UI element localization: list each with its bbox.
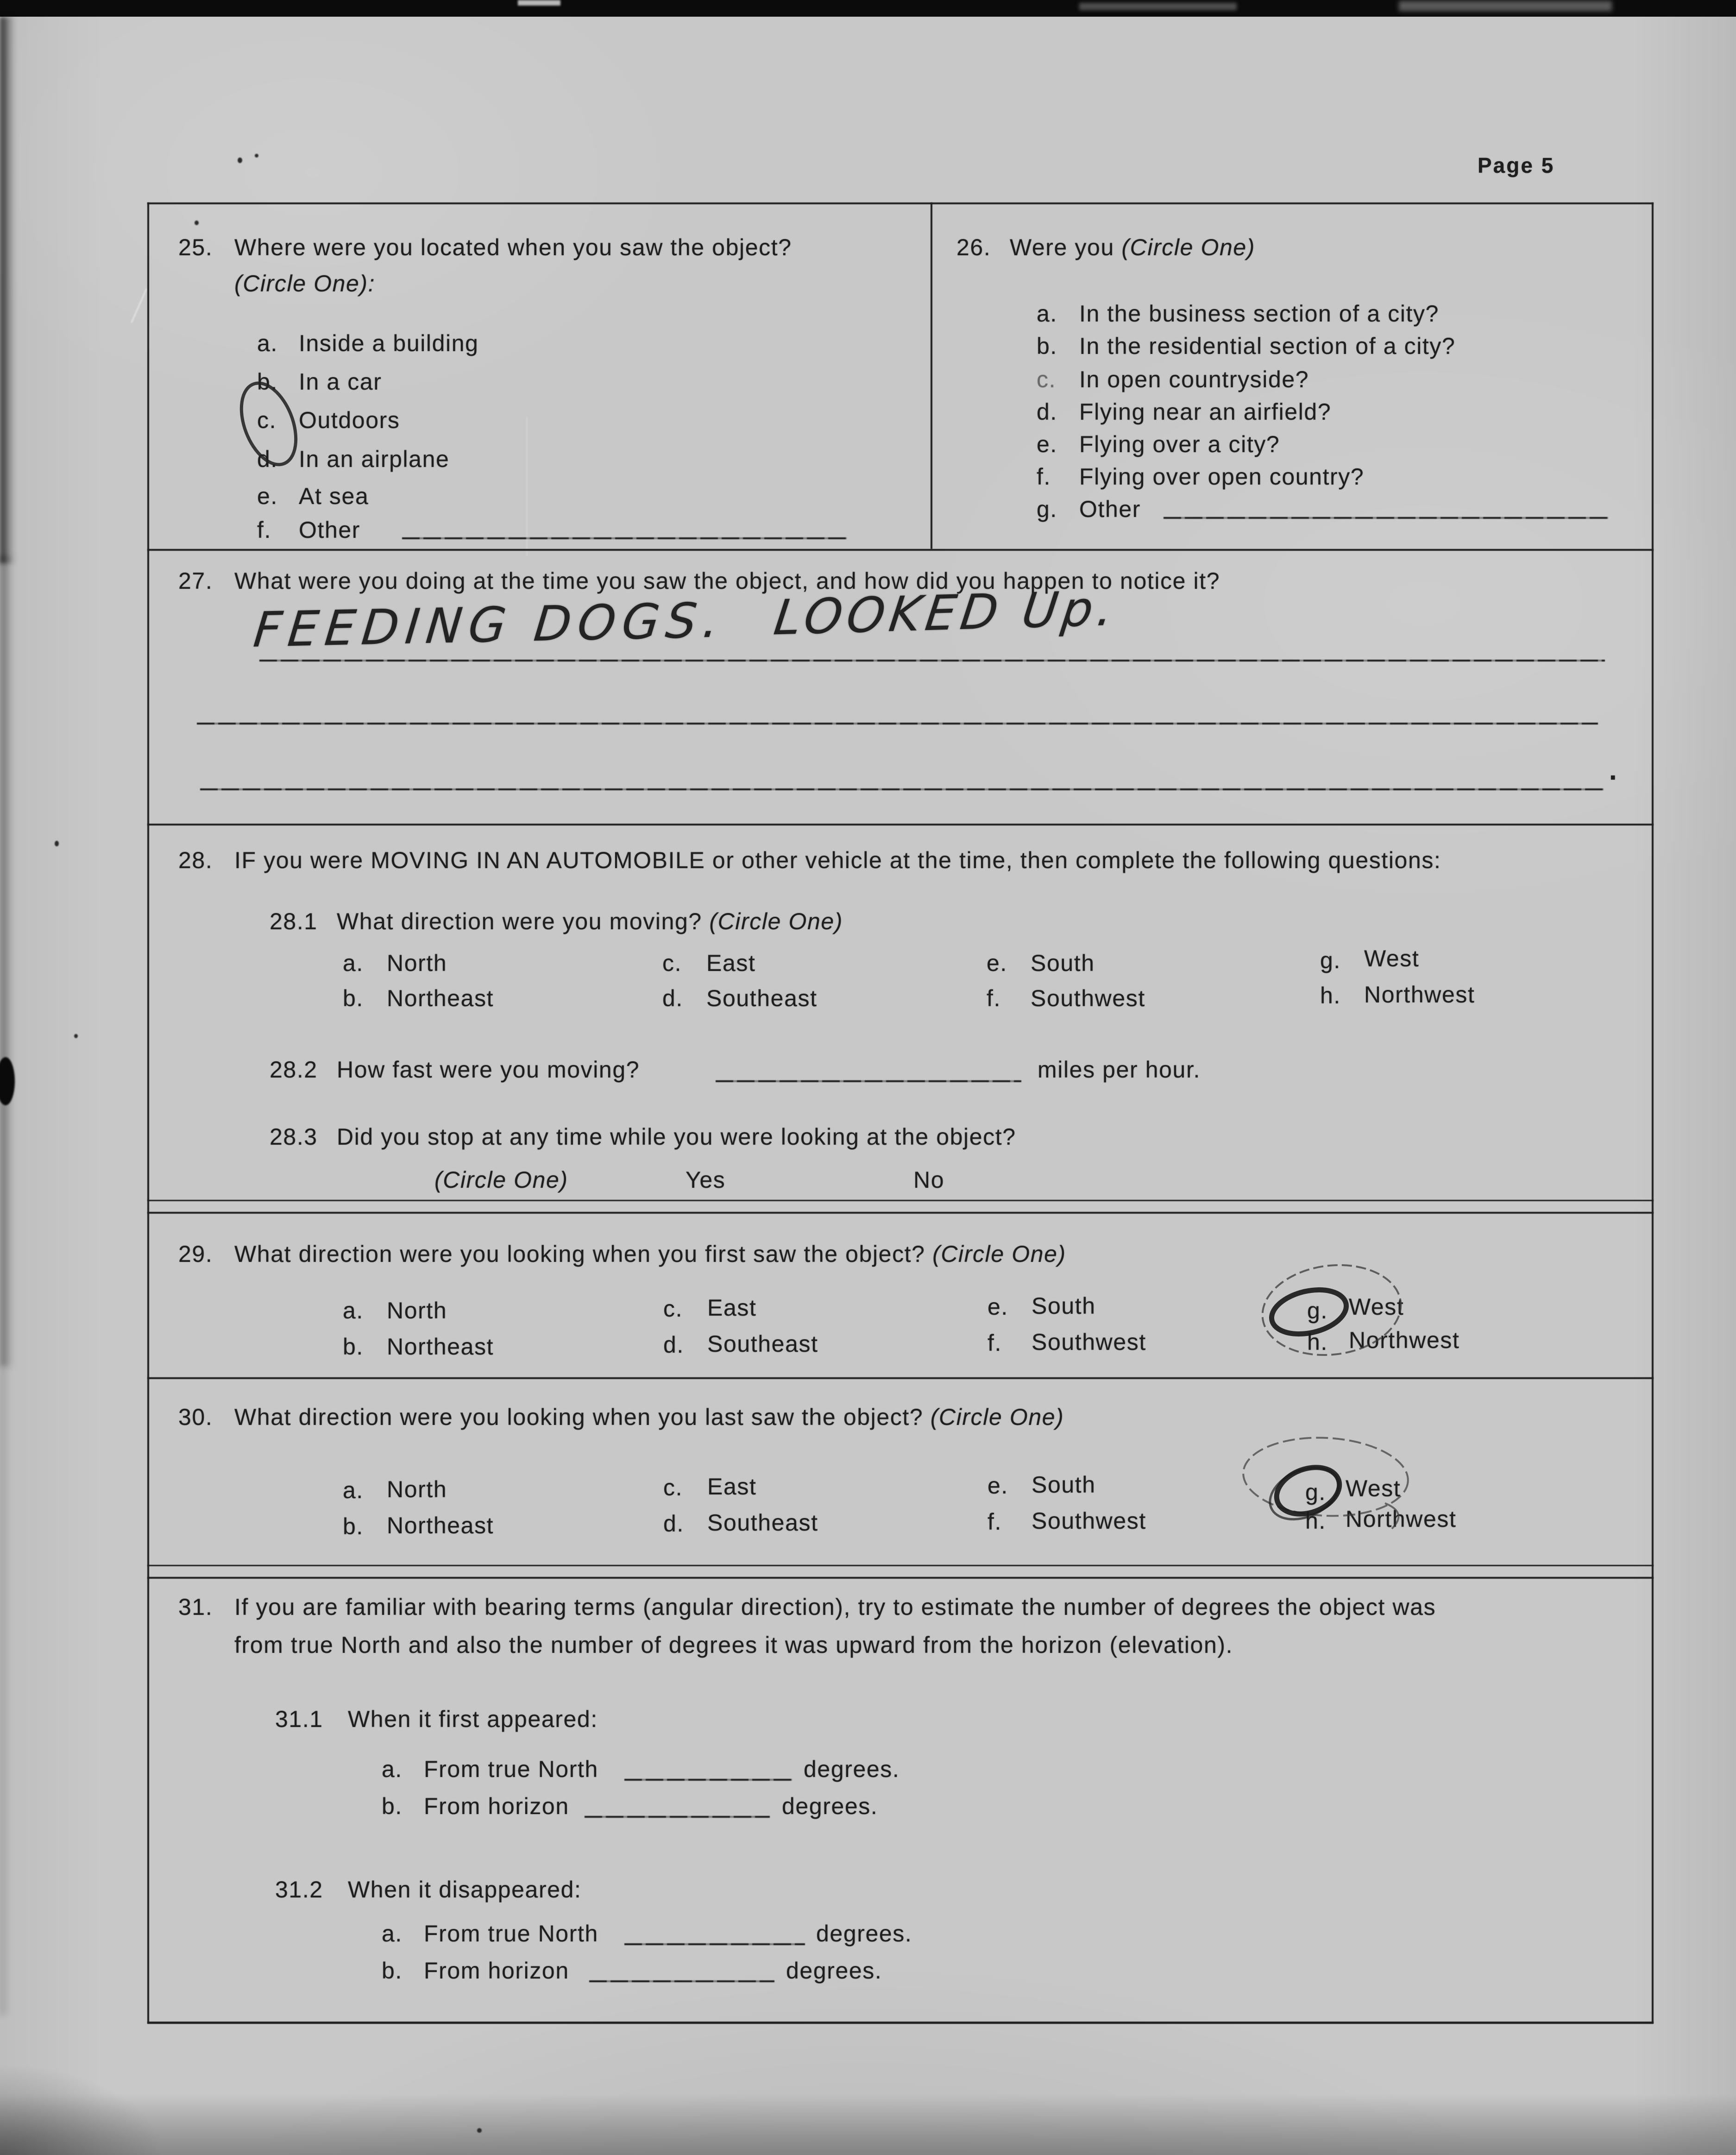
option-letter: e. — [257, 483, 278, 509]
q28-2-suffix: miles per hour. — [1038, 1057, 1201, 1083]
q28-1-number: 28.1 — [270, 908, 318, 934]
scan-scratch — [131, 289, 147, 323]
q31-title-line1: If you are familiar with bearing terms (angular direction), try to estimate the number of degrees the object was — [234, 1594, 1436, 1620]
rule-below-q25-q26 — [147, 549, 1654, 551]
option-label: Southeast — [707, 1331, 818, 1357]
option-letter: h. — [1305, 1508, 1326, 1534]
q31-1a-suffix: degrees. — [804, 1756, 900, 1782]
scan-bottom-shadow — [0, 2094, 1736, 2155]
option-letter: b. — [1037, 333, 1057, 359]
option-letter: b. — [343, 985, 364, 1011]
option-letter: e. — [988, 1294, 1008, 1320]
q26-number: 26. — [956, 234, 991, 260]
option-letter: c. — [1037, 366, 1057, 392]
option-label: South — [1031, 950, 1095, 976]
option-label: North — [387, 1476, 447, 1502]
option-label: Northwest — [1346, 1506, 1457, 1532]
option-letter: b. — [343, 1513, 364, 1539]
q28-2-title: How fast were you moving? — [337, 1057, 640, 1083]
q31-2-number: 31.2 — [275, 1877, 323, 1903]
q26-circle-one-label: (Circle One) — [1121, 234, 1256, 260]
option-letter: g. — [1320, 947, 1341, 973]
q25-subtitle: (Circle One): — [234, 271, 376, 296]
option-letter: c. — [663, 1474, 683, 1500]
option-letter: f. — [987, 985, 1001, 1011]
option-label: Northeast — [387, 1334, 494, 1360]
option-letter: d. — [1037, 399, 1057, 425]
option-label: Flying over open country? — [1079, 464, 1365, 490]
option-label: Northwest — [1349, 1327, 1460, 1353]
option-letter: b. — [257, 369, 278, 395]
q27-answer-line-3 — [200, 788, 1604, 790]
option-label: In an airplane — [299, 446, 450, 472]
q28-1-circle-one-label: (Circle One) — [709, 908, 843, 934]
option-label: Southwest — [1031, 985, 1145, 1011]
option-label: South — [1032, 1472, 1096, 1498]
q31-2a-blank-line — [624, 1943, 805, 1945]
q29-title-text: What direction were you looking when you first saw the object? — [234, 1241, 925, 1267]
option-label: East — [706, 950, 756, 976]
q31-1b-blank-line — [585, 1816, 770, 1818]
q28-2-speed-blank-line — [716, 1080, 1021, 1082]
option-label: Flying over a city? — [1079, 431, 1280, 457]
form-border-bottom — [147, 2022, 1654, 2024]
option-label: Outdoors — [299, 407, 400, 433]
rule-below-q28-lower — [147, 1212, 1654, 1214]
option-label: South — [1032, 1293, 1096, 1319]
q28-3-yes-option: Yes — [686, 1167, 726, 1193]
option-letter: b. — [382, 1793, 403, 1819]
q25-other-blank-line — [402, 537, 847, 539]
rule-below-q30-lower — [147, 1577, 1654, 1579]
q31-2a-suffix: degrees. — [816, 1921, 912, 1947]
option-letter: g. — [1037, 496, 1057, 522]
q30-circle-one-label: (Circle One) — [930, 1404, 1064, 1430]
q30-number: 30. — [178, 1404, 213, 1430]
option-label: Northeast — [387, 985, 494, 1011]
option-label: Northeast — [387, 1512, 494, 1538]
option-label: Other — [299, 517, 361, 543]
q27-title: What were you doing at the time you saw the object, and how did you happen to notice it? — [234, 568, 1220, 594]
option-letter: d. — [662, 985, 683, 1011]
option-letter: c. — [257, 407, 277, 433]
form-border-top — [147, 202, 1654, 204]
scan-speck — [195, 221, 199, 225]
option-label: Southeast — [706, 985, 818, 1011]
scan-speck — [477, 2128, 482, 2133]
q30-handdrawn-circle-annotation — [1223, 1422, 1445, 1561]
option-label: In open countryside? — [1079, 366, 1309, 392]
option-label: Other — [1079, 496, 1141, 522]
q31-2b-suffix: degrees. — [786, 1958, 882, 1984]
q30-title — [234, 1404, 1064, 1430]
option-letter: e. — [1037, 431, 1057, 457]
option-letter: h. — [1307, 1329, 1328, 1355]
q31-number: 31. — [178, 1594, 213, 1620]
option-letter: f. — [988, 1330, 1002, 1356]
option-label: North — [387, 950, 447, 976]
scan-left-shadow — [0, 556, 13, 1367]
option-letter: a. — [382, 1756, 403, 1782]
q27-handwritten-answer-part2: LOOKED Up. — [771, 580, 1121, 646]
divider-q25-q26 — [931, 202, 932, 549]
q28-3-circle-one-label: (Circle One) — [434, 1167, 568, 1193]
q31-2b-label: From horizon — [424, 1958, 569, 1984]
rule-below-q27 — [147, 824, 1654, 825]
option-letter: c. — [663, 1296, 683, 1322]
scan-scratch — [526, 417, 528, 556]
option-letter: f. — [1037, 464, 1051, 490]
q31-1b-suffix: degrees. — [782, 1793, 878, 1819]
q31-2b-blank-line — [589, 1980, 774, 1982]
option-label: Inside a building — [299, 330, 479, 356]
q28-3-no-option: No — [913, 1167, 945, 1193]
scan-speck — [255, 154, 258, 158]
q27-number: 27. — [178, 568, 213, 594]
q28-1-title — [337, 908, 843, 935]
q28-title: IF you were MOVING IN AN AUTOMOBILE or other vehicle at the time, then complete the following questions: — [234, 847, 1441, 873]
scan-speck — [74, 1034, 78, 1038]
option-label: East — [707, 1474, 757, 1500]
option-letter: g. — [1307, 1298, 1328, 1323]
form-border-right — [1652, 202, 1654, 2023]
option-letter: a. — [343, 1477, 364, 1503]
page-number: Page 5 — [1478, 153, 1555, 177]
option-letter: d. — [663, 1332, 684, 1358]
option-letter: a. — [257, 330, 278, 356]
q31-1b-label: From horizon — [424, 1793, 569, 1819]
q31-1a-label: From true North — [424, 1756, 598, 1782]
q31-2a-label: From true North — [424, 1921, 598, 1947]
q26-title — [1010, 234, 1255, 261]
q31-title-line2: from true North and also the number of degrees it was upward from the horizon (elevation). — [234, 1632, 1233, 1658]
scan-speck — [55, 841, 59, 846]
option-label: In the residential section of a city? — [1079, 333, 1456, 359]
option-letter: c. — [662, 950, 682, 976]
scan-speck — [238, 158, 242, 163]
option-letter: a. — [343, 950, 364, 976]
q25-handdrawn-circle-annotation — [229, 378, 313, 479]
q29-circle-one-label: (Circle One) — [932, 1241, 1066, 1267]
q29-number: 29. — [178, 1241, 213, 1267]
q25-title: Where were you located when you saw the object? — [234, 234, 792, 260]
option-letter: b. — [343, 1334, 364, 1360]
option-label: North — [387, 1298, 447, 1323]
q30-title-text: What direction were you looking when you last saw the object? — [234, 1404, 924, 1430]
form-border-left — [147, 202, 149, 2023]
scan-artifact — [1399, 1, 1612, 11]
option-letter: d. — [257, 446, 278, 472]
q25-number: 25. — [178, 234, 213, 260]
rule-below-q28-upper — [147, 1200, 1654, 1201]
q28-2-number: 28.2 — [270, 1057, 318, 1083]
scan-top-edge — [0, 0, 1736, 17]
q26-title-text: Were you — [1010, 234, 1114, 260]
q31-1-number: 31.1 — [275, 1706, 323, 1732]
option-letter: b. — [382, 1958, 403, 1984]
option-label: West — [1349, 1294, 1404, 1320]
option-letter: e. — [988, 1473, 1008, 1499]
option-letter: a. — [343, 1298, 364, 1323]
option-letter: a. — [382, 1921, 403, 1947]
q27-answer-line-2 — [197, 723, 1598, 725]
q29-handdrawn-circle-annotation — [1246, 1251, 1450, 1385]
option-letter: g. — [1305, 1479, 1326, 1505]
q27-handwritten-answer-part1: FEEDING DOGS. — [251, 592, 728, 658]
option-label: West — [1346, 1475, 1401, 1501]
option-letter: d. — [663, 1511, 684, 1537]
q28-1-title-text: What direction were you moving? — [337, 908, 702, 934]
option-label: In the business section of a city? — [1079, 301, 1440, 327]
q31-1a-blank-line — [624, 1779, 792, 1781]
scan-artifact — [518, 0, 560, 6]
q28-number: 28. — [178, 847, 213, 873]
q27-trailing-period: . — [1609, 755, 1618, 786]
option-letter: f. — [988, 1509, 1002, 1535]
option-letter: e. — [987, 950, 1007, 976]
option-label: West — [1364, 945, 1420, 971]
q29-title — [234, 1241, 1066, 1267]
q26-other-blank-line — [1164, 517, 1608, 519]
scan-left-shadow — [0, 1367, 9, 2015]
option-letter: f. — [257, 517, 271, 543]
option-label: Flying near an airfield? — [1079, 399, 1332, 425]
option-label: Northwest — [1364, 982, 1475, 1008]
rule-below-q30-upper — [147, 1565, 1654, 1566]
option-label: Southwest — [1032, 1329, 1146, 1355]
q27-answer-line-1 — [259, 660, 1605, 662]
q31-1-title: When it first appeared: — [348, 1706, 598, 1732]
q31-2-title: When it disappeared: — [348, 1877, 582, 1903]
option-label: Southeast — [707, 1510, 818, 1536]
scan-artifact — [1079, 3, 1237, 10]
option-letter: a. — [1037, 301, 1057, 327]
scan-left-shadow — [0, 17, 16, 563]
option-label: In a car — [299, 369, 382, 395]
option-label: At sea — [299, 483, 369, 509]
q28-3-number: 28.3 — [270, 1124, 318, 1150]
option-label: Southwest — [1032, 1508, 1146, 1534]
q28-3-title: Did you stop at any time while you were looking at the object? — [337, 1124, 1016, 1150]
option-label: East — [707, 1295, 757, 1321]
option-letter: h. — [1320, 983, 1341, 1008]
